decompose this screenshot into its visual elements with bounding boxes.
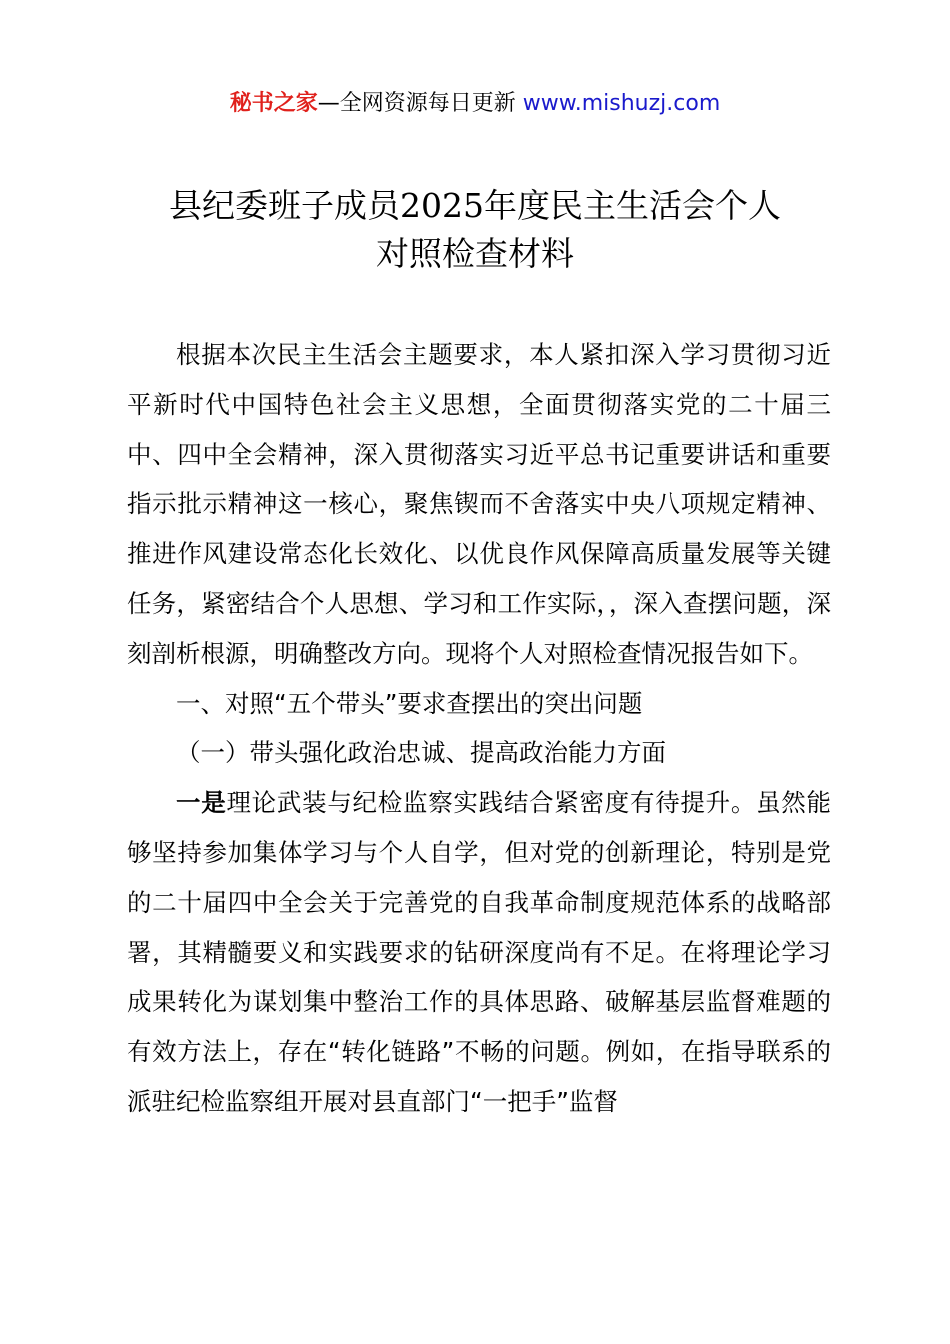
intro-paragraph: 根据本次民主生活会主题要求，本人紧扣深入学习贯彻习近平新时代中国特色社会主义思想，全面贯彻落实党的二十届三中、四中全会精神，深入贯彻落实习近平总书记重要讲话和重要指示批示精神这一核心，聚焦锲而不舍落实中央八项规定精神、推进作风建设常态化长效化、以优良作风保障高质量发展等关键任务，紧密结合个人思想、学习和工作实际，，深入查摆问题，深刻剖析根源，明确整改方向。现将个人对照检查情况报告如下。 bbox=[127, 340, 831, 668]
point-1-paragraph bbox=[127, 778, 831, 1127]
section-heading-1: 一、对照“五个带头”要求查摆出的突出问题 bbox=[176, 688, 643, 718]
document-title bbox=[100, 182, 850, 278]
title-line-1: 县纪委班子成员2025年度民主生活会个人 bbox=[169, 186, 781, 225]
title-line-2: 对照检查材料 bbox=[376, 234, 574, 273]
header-tagline: —全网资源每日更新 bbox=[317, 91, 516, 116]
subsection-heading-1: （一）带头强化政治忠诚、提高政治能力方面 bbox=[176, 738, 666, 768]
document-body bbox=[127, 330, 831, 1127]
point-1-lead: 一是 bbox=[176, 788, 227, 818]
point-1-text: 理论武装与纪检监察实践结合紧密度有待提升。虽然能够坚持参加集体学习与个人自学，但对党的创新理论，特别是党的二十届四中全会关于完善党的自我革命制度规范体系的战略部署，其精髓要义和实践要求的钻研深度尚有不足。在将理论学习成果转化为谋划集中整治工作的具体思路、破解基层监督难题的有效方法上，存在“转化链路”不畅的问题。例如，在指导联系的派驻纪检监察组开展对县直部门“一把手”监督 bbox=[127, 788, 832, 1116]
site-url-link[interactable]: www.mishuzj.com bbox=[522, 91, 721, 116]
site-header-banner bbox=[0, 88, 950, 120]
brand-name: 秘书之家 bbox=[229, 91, 318, 116]
